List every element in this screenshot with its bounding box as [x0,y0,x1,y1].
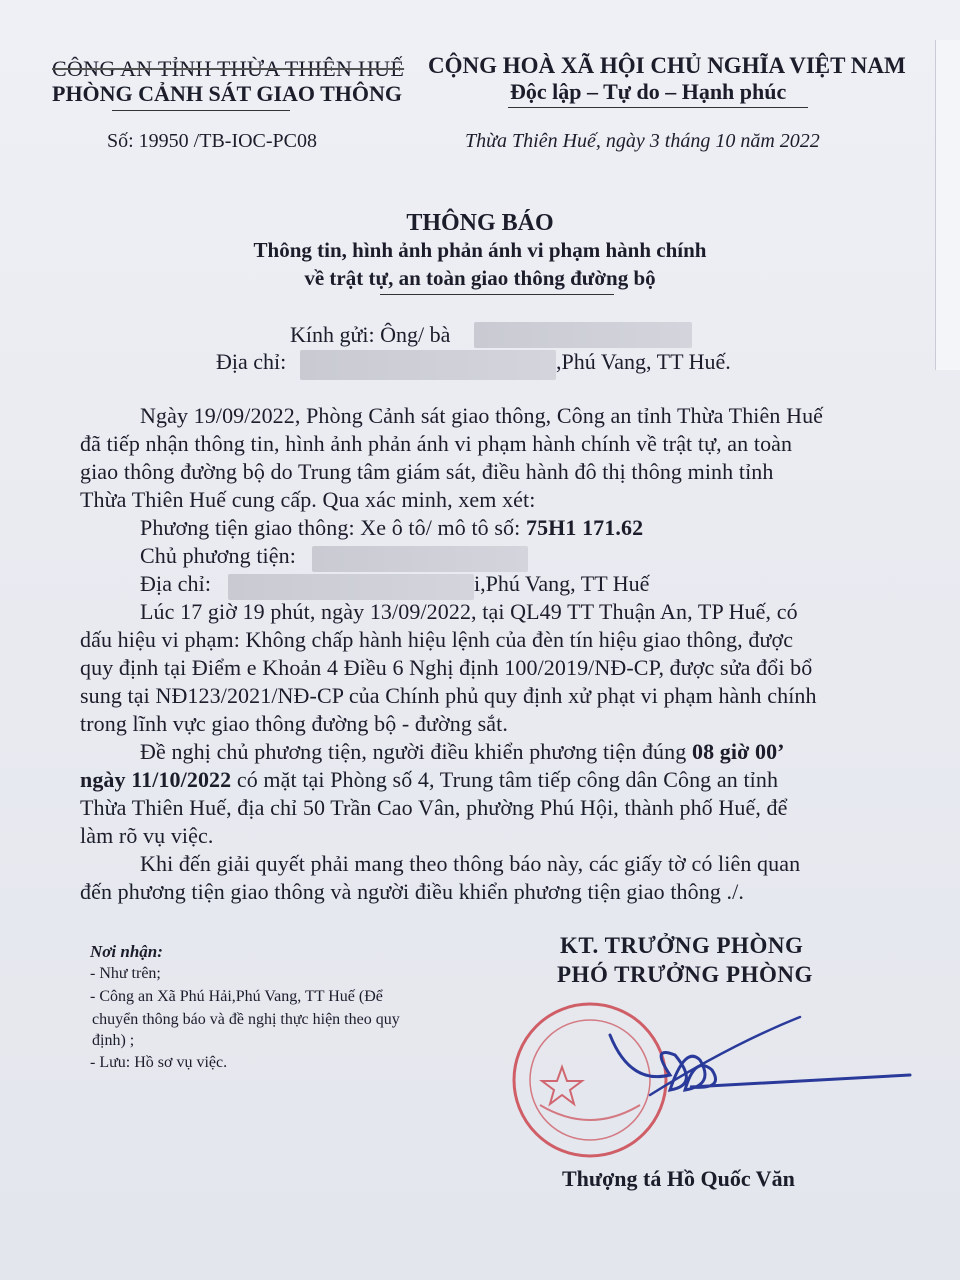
document-date: Thừa Thiên Huế, ngày 3 tháng 10 năm 2022 [465,130,820,152]
signature-title-2: PHÓ TRƯỞNG PHÒNG [557,962,813,987]
agency-line-2: PHÒNG CẢNH SÁT GIAO THÔNG [52,81,403,106]
recipients-item: - Như trên; [90,965,161,982]
recipient-greeting [290,322,450,348]
body-line: Ngày 19/09/2022, Phòng Cảnh sát giao thông, Công an tỉnh Thừa Thiên Huế [140,403,824,428]
document-subtitle-1: Thông tin, hình ảnh phản ánh vi phạm hành chính [253,238,707,262]
owner-address-tail: i,Phú Vang, TT Huế [474,571,650,596]
owner-address-line [140,571,211,597]
body-line: quy định tại Điểm e Khoản 4 Điều 6 Nghị định 100/2019/NĐ-CP, được sửa đổi bổ [80,655,813,680]
body-line [140,739,785,765]
document-subtitle-2: về trật tự, an toàn giao thông đường bộ [304,266,656,290]
body-line: làm rõ vụ việc. [80,823,214,848]
body-line: Khi đến giải quyết phải mang theo thông báo này, các giấy tờ có liên quan [140,851,801,876]
redacted-owner [312,546,528,572]
recipients-item: - Công an Xã Phú Hải,Phú Vang, TT Huế (Để [90,988,383,1005]
body-line: Lúc 17 giờ 19 phút, ngày 13/09/2022, tại QL49 TT Thuận An, TP Huế, có [140,599,798,624]
owner-line [140,543,296,569]
subtitle-underline [380,294,614,295]
vehicle-label: Phương tiện giao thông: Xe ô tô/ mô tô số: [140,515,521,540]
owner-label: Chủ phương tiện: [140,543,296,568]
nation-motto: Độc lập – Tự do – Hạnh phúc [510,79,787,104]
appointment-place: có mặt tại Phòng số 4, Trung tâm tiếp công dân Công an tỉnh [236,767,779,792]
appointment-date: ngày 11/10/2022 [80,767,232,792]
body-line [80,767,778,793]
redacted-owner-address [228,574,474,600]
motto-underline [508,107,808,108]
recipients-item: chuyển thông báo và đề nghị thực hiện theo quy [92,1011,400,1028]
appointment-time: 08 giờ 00’ [691,739,785,764]
signature-title-1: KT. TRƯỞNG PHÒNG [560,933,804,958]
vehicle-line [140,515,643,541]
body-line: Thừa Thiên Huế, địa chỉ 50 Trần Cao Vân, phường Phú Hội, thành phố Huế, để [80,795,788,820]
address-label: Địa chỉ: [216,349,287,374]
redacted-name [474,322,692,348]
recipients-item: - Lưu: Hồ sơ vụ việc. [90,1054,228,1071]
address-tail: ,Phú Vang, TT Huế. [556,349,731,374]
recipients-title: Nơi nhận: [90,942,163,961]
body-line: trong lĩnh vực giao thông đường bộ - đường sắt. [80,711,508,736]
body-line: đến phương tiện giao thông và người điều khiển phương tiện giao thông ./. [80,879,744,904]
redacted-address [300,350,556,380]
stamp-and-signature [500,995,920,1165]
body-line: Thừa Thiên Huế cung cấp. Qua xác minh, xem xét: [80,487,536,512]
body-line: giao thông đường bộ do Trung tâm giám sát, điều hành đô thị thông minh tỉnh [80,459,774,484]
red-seal-icon [514,1004,666,1156]
nation-line-1: CỘNG HOÀ XÃ HỘI CHỦ NGHĨA VIỆT NAM [428,53,906,78]
body-line: dấu hiệu vi phạm: Không chấp hành hiệu lệnh của đèn tín hiệu giao thông, được [80,627,794,652]
document-number: Số: 19950 /TB-IOC-PC08 [107,130,318,152]
greeting-label: Kính gửi: Ông/ bà [290,322,451,347]
document-title: THÔNG BÁO [406,210,554,236]
agency-line-1: CÔNG AN TỈNH THỪA THIÊN HUẾ [52,56,405,81]
recipient-address [216,349,286,375]
handwritten-signature-icon [610,1017,910,1095]
body-line: đã tiếp nhận thông tin, hình ảnh phản ánh vi phạm hành chính về trật tự, an toàn [80,431,793,456]
request-text: Đề nghị chủ phương tiện, người điều khiển phương tiện đúng [140,739,687,764]
recipients-item: định) ; [92,1032,135,1049]
signer-name: Thượng tá Hồ Quốc Văn [562,1166,795,1191]
vehicle-plate: 75H1 171.62 [525,515,644,540]
owner-address-label: Địa chỉ: [140,571,212,596]
body-line: sung tại NĐ123/2021/NĐ-CP của Chính phủ quy định xử phạt vi phạm hành chính [80,683,817,708]
agency-underline [112,110,290,111]
adjacent-sheet-edge [935,40,960,370]
